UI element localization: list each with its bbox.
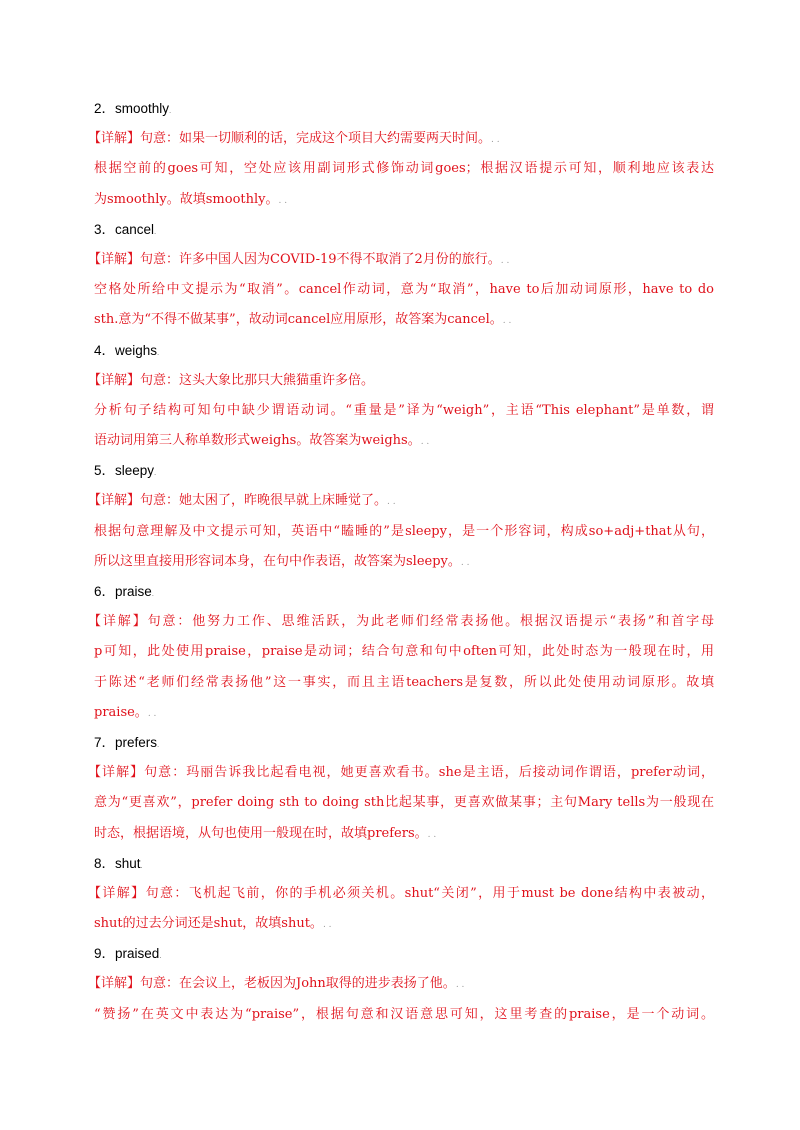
answer-heading: 2．smoothly. bbox=[94, 101, 172, 116]
detail-explanation: 所以这里直接用形容词本身，在句中作表语，故答案为sleepy。. . bbox=[94, 553, 470, 569]
answer-heading: 9．praised. bbox=[94, 946, 162, 962]
detail-explanation: 语动词用第三人称单数形式weighs。故答案为weighs。. . bbox=[94, 433, 430, 449]
answer-heading: 8．shut. bbox=[94, 855, 143, 871]
detail-explanation: shut的过去分词还是shut，故填shut。. . bbox=[94, 916, 332, 932]
answer-heading: 5．sleepy. bbox=[94, 463, 157, 479]
detail-explanation: p可知，此处使用praise，praise是动词；结合句意和句中often可知，此处时态为一般现在时，用 bbox=[94, 644, 714, 660]
detail-explanation: 意为“更喜欢”，prefer doing sth to doing sth比起某事，更喜欢做某事；主句Mary tells为一般现在 bbox=[94, 795, 714, 811]
answer-heading: 7．prefers. bbox=[94, 734, 160, 750]
detail-explanation: 空格处所给中文提示为“取消”。cancel作动词，意为“取消”，have to后加动词原形，have to do bbox=[94, 282, 714, 298]
answer-heading: 6．praise. bbox=[94, 584, 155, 599]
detail-meaning: 【详解】句意：如果一切顺利的话，完成这个项目大约需要两天时间。. . bbox=[88, 131, 500, 147]
detail-explanation: 为smoothly。故填smoothly。. . bbox=[94, 191, 288, 207]
detail-explanation: 时态，根据语境，从句也使用一般现在时，故填prefers。. . bbox=[94, 825, 437, 841]
answer-key-page bbox=[88, 94, 714, 1030]
detail-explanation: 于陈述“老师们经常表扬他”这一事实，而且主语teachers是复数，所以此处使用动词原形。故填 bbox=[94, 674, 714, 690]
detail-explanation: praise。. . bbox=[94, 704, 157, 720]
detail-meaning: 【详解】句意：她太困了，昨晚很早就上床睡觉了。. . bbox=[88, 493, 396, 509]
detail-explanation: 分析句子结构可知句中缺少谓语动词。“重量是”译为“weigh”，主语“This elephant”是单数，谓 bbox=[94, 402, 714, 418]
detail-meaning: 【详解】句意：玛丽告诉我比起看电视，她更喜欢看书。she是主语，后接动词作谓语，prefer动词， bbox=[88, 765, 714, 781]
detail-meaning: 【详解】句意：在会议上，老板因为John取得的进步表扬了他。. . bbox=[88, 976, 465, 992]
detail-explanation: 根据空前的goes可知，空处应该用副词形式修饰动词goes；根据汉语提示可知，顺利地应该表达 bbox=[94, 161, 714, 177]
detail-meaning: 【详解】句意：他努力工作、思维活跃，为此老师们经常表扬他。根据汉语提示“表扬”和首字母 bbox=[88, 614, 714, 630]
answer-heading: 3．cancel. bbox=[94, 221, 157, 237]
detail-explanation: sth.意为“不得不做某事”，故动词cancel应用原形，故答案为cancel。. . bbox=[94, 312, 512, 328]
detail-meaning: 【详解】句意：飞机起飞前，你的手机必须关机。shut“关闭”，用于must be done结构中表被动， bbox=[88, 885, 714, 901]
detail-explanation: 根据句意理解及中文提示可知，英语中“瞌睡的”是sleepy，是一个形容词，构成so+adj+that从句， bbox=[94, 523, 714, 539]
detail-meaning: 【详解】句意：许多中国人因为COVID-19不得不取消了2月份的旅行。. . bbox=[88, 251, 510, 267]
answer-heading: 4．weighs. bbox=[94, 342, 160, 358]
detail-meaning: 【详解】句意：这头大象比那只大熊猫重许多倍。 bbox=[88, 372, 375, 388]
detail-explanation: “赞扬”在英文中表达为“praise”，根据句意和汉语意思可知，这里考查的praise，是一个动词。 bbox=[94, 1006, 714, 1022]
